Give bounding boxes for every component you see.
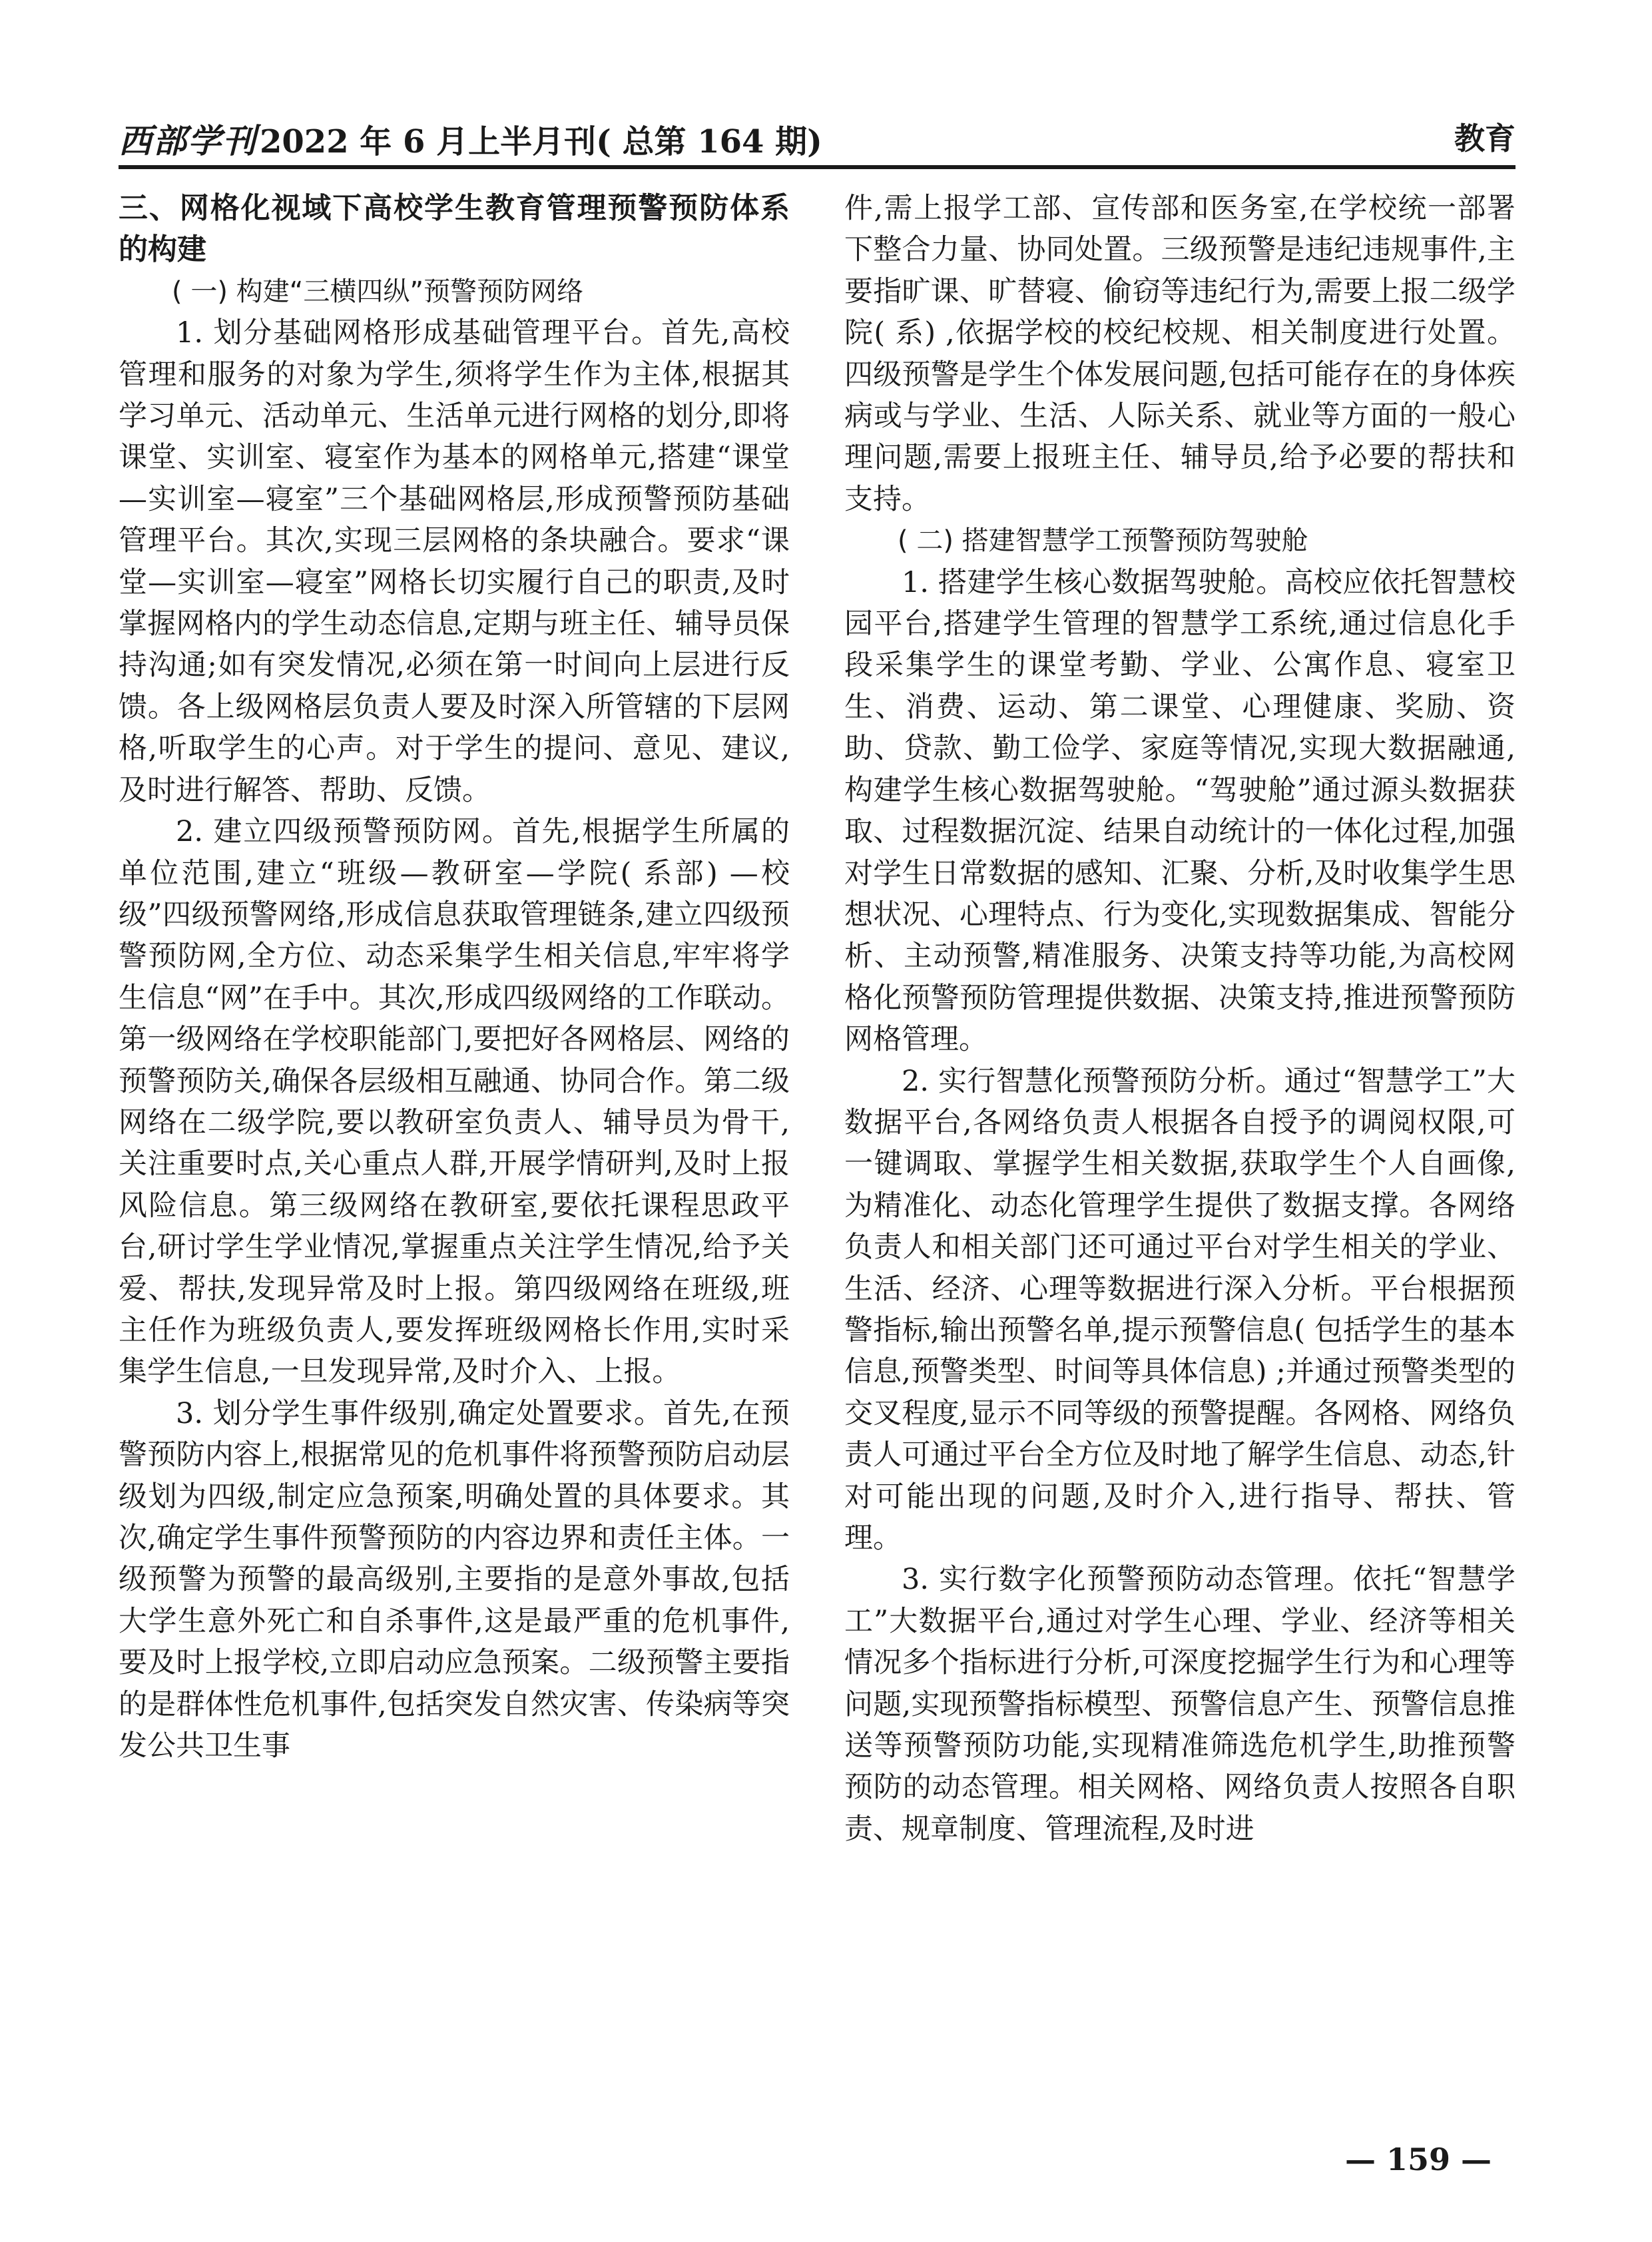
journal-title — [119, 115, 822, 162]
page-number: — 159 — — [1345, 2141, 1492, 2177]
paragraph: 3. 实行数字化预警预防动态管理。依托“智慧学工”大数据平台,通过对学生心理、学业、经济等相关情况多个指标进行分析,可深度挖掘学生行为和心理等问题,实现预警指标模型、预警信息产生、预警信息推送等预警预防功能,实现精准筛选危机学生,助推预警预防的动态管理。相关网格、网络负责人按照各自职责、规章制度、管理流程,及时进 — [844, 1563, 1515, 1846]
header-rule — [119, 165, 1515, 169]
section-heading: 三、网格化视域下高校学生教育管理预警预防体系的构建 — [119, 191, 790, 267]
issue-info: 2022 年 6 月上半月刊( 总第 164 期) — [260, 123, 822, 160]
left-column — [119, 188, 790, 1767]
paragraph: 1. 划分基础网格形成基础管理平台。首先,高校管理和服务的对象为学生,须将学生作为主体,根据其学习单元、活动单元、生活单元进行网格的划分,即将课堂、实训室、寝室作为基本的网格单元,搭建“课堂—实训室—寝室”三个基础网格层,形成预警预防基础管理平台。其次,实现三层网格的条块融合。要求“课堂—实训室—寝室”网格长切实履行自己的职责,及时掌握网格内的学生动态信息,定期与班主任、辅导员保持沟通;如有突发情况,必须在第一时间向上层进行反馈。各上级网格层负责人要及时深入所管辖的下层网格,听取学生的心声。对于学生的提问、意见、建议,及时进行解答、帮助、反馈。 — [119, 316, 790, 807]
paragraph: 1. 搭建学生核心数据驾驶舱。高校应依托智慧校园平台,搭建学生管理的智慧学工系统,通过信息化手段采集学生的课堂考勤、学业、公寓作息、寝室卫生、消费、运动、第二课堂、心理健康、奖励、资助、贷款、勤工俭学、家庭等情况,实现大数据融通,构建学生核心数据驾驶舱。“驾驶舱”通过源头数据获取、过程数据沉淀、结果自动统计的一体化过程,加强对学生日常数据的感知、汇聚、分析,及时收集学生思想状况、心理特点、行为变化,实现数据集成、智能分析、主动预警,精准服务、决策支持等功能,为高校网格化预警预防管理提供数据、决策支持,推进预警预防网格管理。 — [844, 565, 1515, 1057]
paragraph-continued: 件,需上报学工部、宣传部和医务室,在学校统一部署下整合力量、协同处置。三级预警是违纪违规事件,主要指旷课、旷替寝、偷窃等违纪行为,需要上报二级学院( 系) ,依据学校的校纪校规、相关制度进行处置。四级预警是学生个体发展问题,包括可能存在的身体疾病或与学业、生活、人际关系、就业等方面的一般心理问题,需要上报班主任、辅导员,给予必要的帮扶和支持。 — [844, 192, 1515, 516]
subsection-heading: ( 一) 构建“三横四纵”预警预防网络 — [172, 276, 584, 307]
subsection-heading: ( 二) 搭建智慧学工预警预防驾驶舱 — [898, 525, 1308, 557]
right-column — [844, 188, 1515, 1850]
paragraph: 2. 实行智慧化预警预防分析。通过“智慧学工”大数据平台,各网络负责人根据各自授予的调阅权限,可一键调取、掌握学生相关数据,获取学生个人自画像,为精准化、动态化管理学生提供了数据支撑。各网络负责人和相关部门还可通过平台对学生相关的学业、生活、经济、心理等数据进行深入分析。平台根据预警指标,输出预警名单,提示预警信息( 包括学生的基本信息,预警类型、时间等具体信息) ;并通过预警类型的交叉程度,显示不同等级的预警提醒。各网格、网络负责人可通过平台全方位及时地了解学生信息、动态,针对可能出现的问题,及时介入,进行指导、帮扶、管理。 — [844, 1064, 1515, 1555]
paragraph: 2. 建立四级预警预防网。首先,根据学生所属的单位范围,建立“班级—教研室—学院( 系部) —校级”四级预警网络,形成信息获取管理链条,建立四级预警预防网,全方位、动态采集学生相关信息,牢牢将学生信息“网”在手中。其次,形成四级网络的工作联动。第一级网络在学校职能部门,要把好各网格层、网络的预警预防关,确保各层级相互融通、协同合作。第二级网络在二级学院,要以教研室负责人、辅导员为骨干,关注重要时点,关心重点人群,开展学情研判,及时上报风险信息。第三级网络在教研室,要依托课程思政平台,研讨学生学业情况,掌握重点关注学生情况,给予关爱、帮扶,发现异常及时上报。第四级网络在班级,班主任作为班级负责人,要发挥班级网格长作用,实时采集学生信息,一旦发现异常,及时介入、上报。 — [119, 815, 790, 1389]
running-header — [119, 115, 1515, 161]
journal-logo: 西部学刊 — [119, 121, 257, 160]
section-name: 教育 — [1454, 121, 1515, 156]
paragraph: 3. 划分学生事件级别,确定处置要求。首先,在预警预防内容上,根据常见的危机事件将预警预防启动层级划为四级,制定应急预案,明确处置的具体要求。其次,确定学生事件预警预防的内容边界和责任主体。一级预警为预警的最高级别,主要指的是意外事故,包括大学生意外死亡和自杀事件,这是最严重的危机事件,要及时上报学校,立即启动应急预案。二级预警主要指的是群体性危机事件,包括突发自然灾害、传染病等突发公共卫生事 — [119, 1396, 790, 1763]
